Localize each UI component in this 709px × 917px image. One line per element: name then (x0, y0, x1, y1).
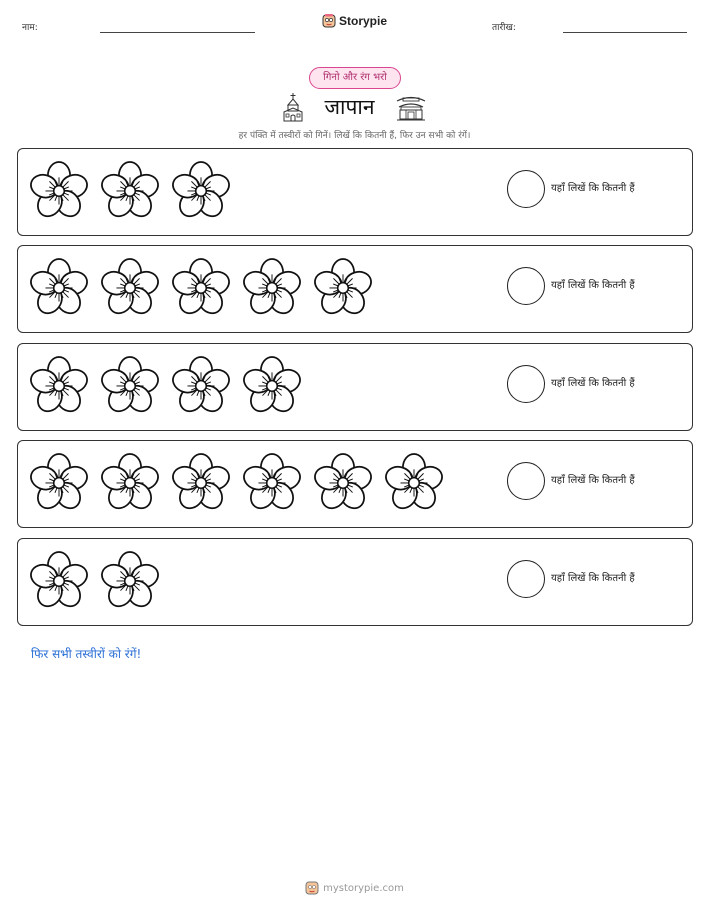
cherry-blossom-flower-icon[interactable] (314, 258, 372, 316)
answer-circle[interactable] (507, 267, 545, 305)
answer-label: यहाँ लिखें कि कितनी हैं (551, 573, 635, 584)
church-icon (282, 92, 304, 122)
date-label: तारीख: (492, 23, 516, 33)
counting-row (17, 343, 693, 431)
answer-label: यहाँ लिखें कि कितनी हैं (551, 378, 635, 389)
answer-circle[interactable] (507, 560, 545, 598)
counting-row (17, 538, 693, 626)
counting-row (17, 245, 693, 333)
name-field[interactable] (100, 32, 255, 33)
cherry-blossom-flower-icon[interactable] (30, 161, 88, 219)
site-footer (0, 880, 709, 899)
counting-row (17, 148, 693, 236)
title-row (0, 92, 709, 126)
name-label: नाम: (22, 23, 38, 33)
date-field[interactable] (563, 32, 687, 33)
brand-name: Storypie (338, 14, 387, 28)
cherry-blossom-flower-icon[interactable] (314, 453, 372, 511)
cherry-blossom-flower-icon[interactable] (101, 453, 159, 511)
cherry-blossom-flower-icon[interactable] (243, 453, 301, 511)
cherry-blossom-flower-icon[interactable] (172, 453, 230, 511)
flower-group (30, 551, 159, 615)
flower-group (30, 258, 372, 322)
site-url: mystorypie.com (323, 882, 404, 894)
cherry-blossom-flower-icon[interactable] (30, 258, 88, 316)
cherry-blossom-flower-icon[interactable] (243, 258, 301, 316)
flower-group (30, 356, 301, 420)
storypie-mascot-icon (305, 881, 319, 895)
counting-row (17, 440, 693, 528)
cherry-blossom-flower-icon[interactable] (30, 356, 88, 414)
cherry-blossom-flower-icon[interactable] (101, 551, 159, 609)
flower-group (30, 453, 443, 517)
cherry-blossom-flower-icon[interactable] (101, 356, 159, 414)
temple-icon (395, 93, 427, 121)
cherry-blossom-flower-icon[interactable] (172, 161, 230, 219)
cherry-blossom-flower-icon[interactable] (30, 551, 88, 609)
instructions: हर पंक्ति में तस्वीरों को गिनें। लिखें कि कितनी हैं, फिर उन सभी को रंगें। (238, 131, 471, 141)
cherry-blossom-flower-icon[interactable] (101, 161, 159, 219)
answer-circle[interactable] (507, 462, 545, 500)
brand (0, 13, 709, 32)
flower-group (30, 161, 230, 225)
cherry-blossom-flower-icon[interactable] (30, 453, 88, 511)
cherry-blossom-flower-icon[interactable] (243, 356, 301, 414)
worksheet-type-badge: गिनो और रंग भरो (309, 67, 401, 89)
cherry-blossom-flower-icon[interactable] (172, 258, 230, 316)
cherry-blossom-flower-icon[interactable] (172, 356, 230, 414)
page-title: जापान (324, 95, 375, 119)
cherry-blossom-flower-icon[interactable] (101, 258, 159, 316)
answer-label: यहाँ लिखें कि कितनी हैं (551, 183, 635, 194)
footer-note: फिर सभी तस्वीरों को रंगें! (31, 647, 142, 661)
cherry-blossom-flower-icon[interactable] (385, 453, 443, 511)
storypie-mascot-icon (322, 14, 336, 28)
answer-circle[interactable] (507, 170, 545, 208)
answer-circle[interactable] (507, 365, 545, 403)
answer-label: यहाँ लिखें कि कितनी हैं (551, 280, 635, 291)
answer-label: यहाँ लिखें कि कितनी हैं (551, 475, 635, 486)
